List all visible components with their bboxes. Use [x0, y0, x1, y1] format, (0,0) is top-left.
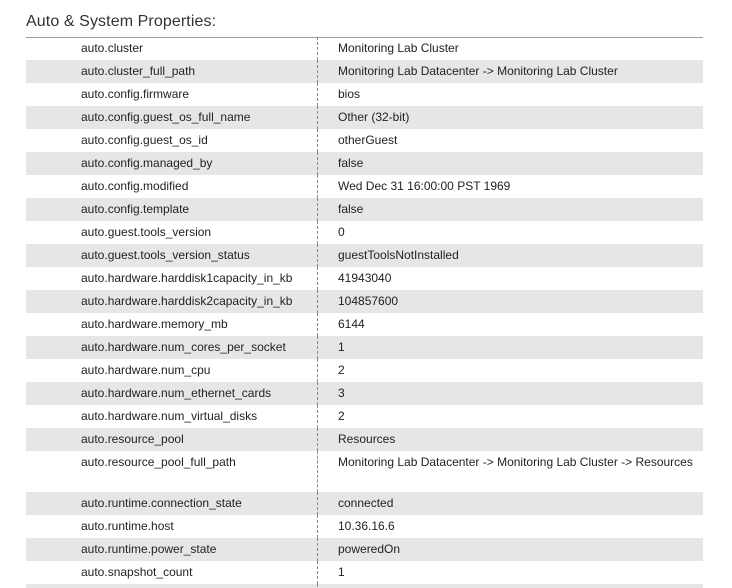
property-value: guestToolsNotInstalled [338, 248, 459, 262]
property-key: auto.hardware.harddisk2capacity_in_kb [26, 290, 318, 313]
section-title: Auto & System Properties: [26, 13, 217, 30]
properties-table [26, 37, 703, 588]
property-value: false [338, 156, 364, 170]
property-value: connected [338, 496, 394, 510]
property-key: auto.hardware.num_ethernet_cards [26, 382, 318, 405]
property-value: Monitoring Lab Cluster [338, 41, 459, 55]
property-key: auto.runtime.connection_state [26, 492, 318, 515]
property-key: auto.config.modified [26, 175, 318, 198]
property-value: 1 [338, 565, 345, 579]
property-key: auto.cluster_full_path [26, 60, 318, 83]
property-key: auto.resource_pool [26, 428, 318, 451]
property-value: Resources [338, 432, 396, 446]
property-value: 0 [338, 225, 345, 239]
table-row [26, 37, 703, 60]
property-value: poweredOn [338, 542, 401, 556]
property-key: auto.guest.tools_version [26, 221, 318, 244]
property-key: auto.config.guest_os_full_name [26, 106, 318, 129]
property-key: auto.hardware.num_virtual_disks [26, 405, 318, 428]
property-value-empty [318, 584, 703, 588]
table-row [26, 515, 703, 538]
property-value: 6144 [338, 317, 365, 331]
property-key-empty [26, 584, 318, 588]
property-key: auto.config.firmware [26, 83, 318, 106]
table-row [26, 313, 703, 336]
table-row [26, 290, 703, 313]
property-key: auto.runtime.power_state [26, 538, 318, 561]
property-value: Wed Dec 31 16:00:00 PST 1969 [338, 179, 511, 193]
table-row [26, 382, 703, 405]
table-row-partial [26, 584, 703, 588]
table-row [26, 129, 703, 152]
table-row [26, 492, 703, 515]
property-value: 1 [338, 340, 345, 354]
property-key: auto.hardware.num_cores_per_socket [26, 336, 318, 359]
property-key: auto.snapshot_count [26, 561, 318, 584]
property-value: Monitoring Lab Datacenter -> Monitoring Lab Cluster [338, 64, 618, 78]
property-value: 104857600 [338, 294, 399, 308]
table-row [26, 359, 703, 382]
table-row [26, 106, 703, 129]
table-row [26, 538, 703, 561]
property-key: auto.config.managed_by [26, 152, 318, 175]
property-key: auto.guest.tools_version_status [26, 244, 318, 267]
property-key: auto.hardware.num_cpu [26, 359, 318, 382]
property-value: 10.36.16.6 [338, 519, 395, 533]
table-row [26, 244, 703, 267]
table-row [26, 175, 703, 198]
table-row [26, 428, 703, 451]
property-value: Other (32-bit) [338, 110, 410, 124]
property-value: otherGuest [338, 133, 398, 147]
property-key: auto.cluster [26, 37, 318, 60]
property-value: 2 [338, 363, 345, 377]
table-row [26, 198, 703, 221]
table-row [26, 83, 703, 106]
table-row [26, 152, 703, 175]
property-value: 2 [338, 409, 345, 423]
property-value: false [338, 202, 364, 216]
table-row [26, 405, 703, 428]
property-key: auto.hardware.memory_mb [26, 313, 318, 336]
property-value: Monitoring Lab Datacenter -> Monitoring Lab Cluster -> Resources [338, 455, 693, 469]
table-row [26, 267, 703, 290]
table-row [26, 336, 703, 359]
property-key: auto.hardware.harddisk1capacity_in_kb [26, 267, 318, 290]
property-key: auto.resource_pool_full_path [26, 451, 318, 492]
property-key: auto.config.guest_os_id [26, 129, 318, 152]
table-row [26, 451, 703, 492]
property-value: bios [338, 87, 361, 101]
property-key: auto.config.template [26, 198, 318, 221]
property-key: auto.runtime.host [26, 515, 318, 538]
table-row [26, 221, 703, 244]
property-value: 3 [338, 386, 345, 400]
property-value: 41943040 [338, 271, 392, 285]
table-row [26, 561, 703, 584]
table-row [26, 60, 703, 83]
